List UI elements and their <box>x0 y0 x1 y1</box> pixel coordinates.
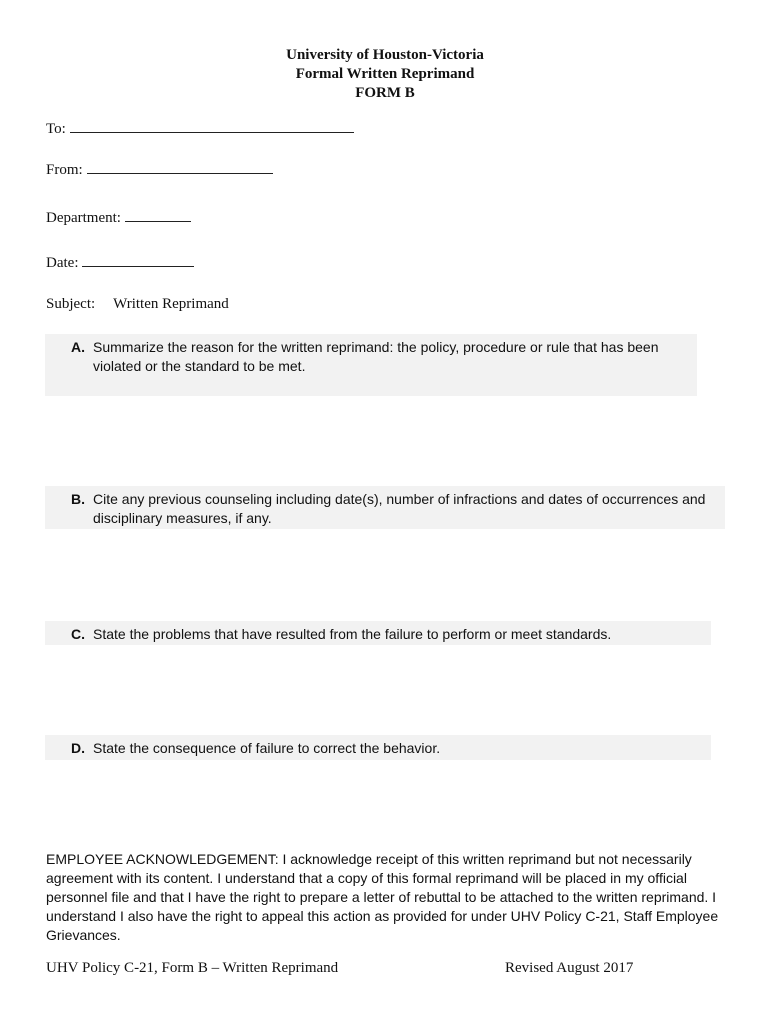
footer-policy: UHV Policy C-21, Form B – Written Reprimand <box>46 960 339 976</box>
section-d <box>45 735 711 760</box>
to-label: To: <box>46 121 66 137</box>
from-field <box>46 159 273 179</box>
university-name: University of Houston-Victoria <box>286 47 484 63</box>
section-a-text: Summarize the reason for the written reprimand: the policy, procedure or rule that has been violated or the standard to be met. <box>93 339 659 374</box>
department-input-line[interactable] <box>125 207 191 222</box>
section-c <box>45 621 711 645</box>
subject-value: Written Reprimand <box>113 296 229 312</box>
to-field <box>46 118 354 138</box>
section-c-text: State the problems that have resulted from the failure to perform or meet standards. <box>93 626 612 642</box>
form-id: FORM B <box>355 85 415 101</box>
to-input-line[interactable] <box>70 118 354 133</box>
document-header <box>0 46 770 103</box>
section-a <box>45 334 697 396</box>
section-c-letter: C. <box>71 626 85 642</box>
section-a-letter: A. <box>71 339 85 355</box>
date-field <box>46 252 194 272</box>
subject-field <box>46 295 229 313</box>
department-field <box>46 207 191 227</box>
employee-acknowledgement: EMPLOYEE ACKNOWLEDGEMENT: I acknowledge receipt of this written reprimand but not necessarily agreement with its content. I understand that a copy of this formal reprimand will be placed in my official personnel file and that I have the right to prepare a letter of rebuttal to be attached to the written reprimand. I understand I also have the right to appeal this action as provided for under UHV Policy C-21, Staff Employee Grievances. <box>46 851 719 943</box>
section-b-text: Cite any previous counseling including date(s), number of infractions and dates of occurrences and disciplinary measures, if any. <box>93 491 706 526</box>
section-d-text: State the consequence of failure to correct the behavior. <box>93 740 441 756</box>
subject-label: Subject: <box>46 296 96 312</box>
form-title: Formal Written Reprimand <box>295 66 475 82</box>
date-input-line[interactable] <box>82 252 194 267</box>
section-b <box>45 486 725 529</box>
from-label: From: <box>46 162 83 178</box>
footer-revised: Revised August 2017 <box>505 960 634 976</box>
from-input-line[interactable] <box>87 159 273 174</box>
section-b-letter: B. <box>71 491 85 507</box>
section-d-letter: D. <box>71 740 85 756</box>
department-label: Department: <box>46 210 121 226</box>
date-label: Date: <box>46 255 79 271</box>
